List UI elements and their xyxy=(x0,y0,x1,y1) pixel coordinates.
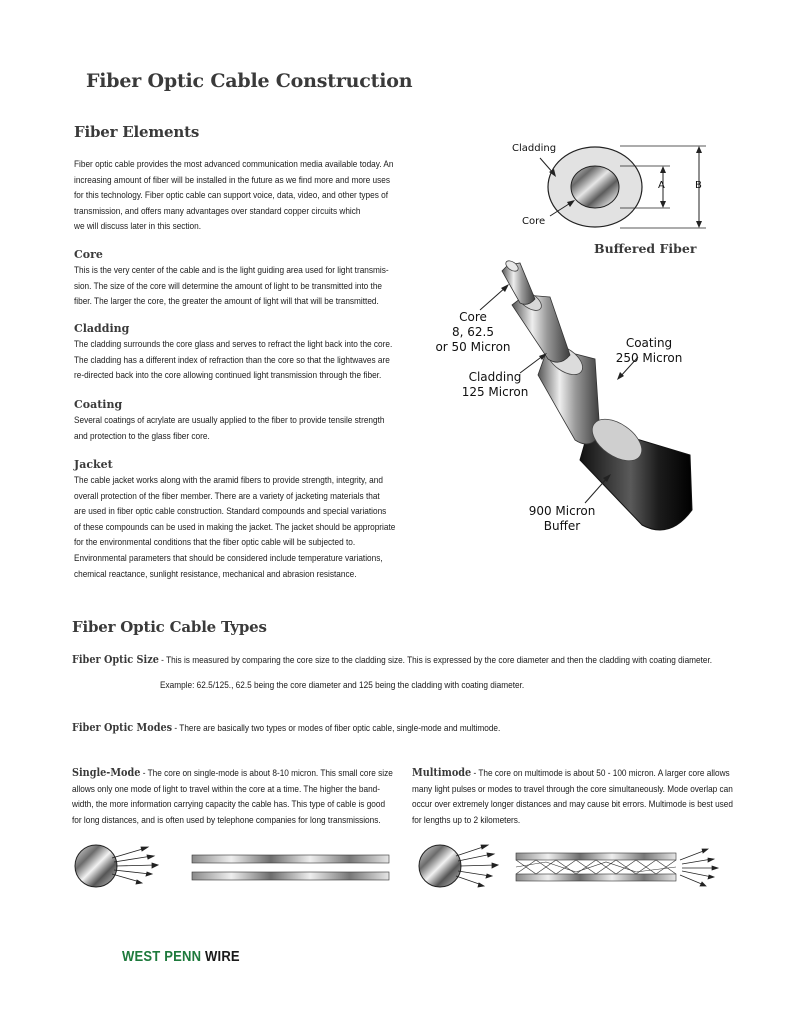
core-line: sion. The size of the core will determine the amount of light to be transmitted into the xyxy=(74,279,383,291)
single-mode-line: for long distances, and is often used by telephone companies for long transmissions. xyxy=(72,813,381,825)
cladding-label: Cladding xyxy=(512,143,557,154)
multimode-heading: Multimode xyxy=(412,766,472,779)
buffer-callout-line: Buffer xyxy=(543,519,581,533)
single-mode-line: width, the more information carrying capacity the cable has. This type of cable is good xyxy=(72,798,386,809)
cladding-callout-line: 125 Micron xyxy=(461,385,529,399)
intro-line: we will discuss later in this section. xyxy=(74,220,202,232)
multimode-line: for lengths up to 2 kilometers. xyxy=(412,813,521,825)
cladding-line: The cladding surrounds the core glass and serves to refract the light back into the core. xyxy=(74,338,393,349)
coating-line: and protection to the glass fiber core. xyxy=(74,429,210,441)
multimode-illustration xyxy=(416,838,736,898)
jacket-text xyxy=(74,472,395,581)
fiber-elements-heading: Fiber Elements xyxy=(74,123,200,141)
jacket-line: The cable jacket works along with the aramid fibers to provide strength, integrity, and xyxy=(74,474,383,485)
fiber-elements-intro xyxy=(74,156,393,234)
core-callout-line: Core xyxy=(459,310,487,324)
multimode-block xyxy=(412,764,733,827)
single-mode-fiber-bottom xyxy=(192,872,389,880)
fiber-optic-size-text: - This is measured by comparing the core size to the cladding size. This is expressed by the core diameter and then the cladding with coating diameter. xyxy=(158,654,713,665)
single-mode-core-ball xyxy=(75,845,117,887)
core-callout xyxy=(428,310,518,355)
fiber-optic-modes-row xyxy=(72,719,500,735)
coating-callout xyxy=(605,336,693,366)
multimode-fiber-top xyxy=(516,853,676,860)
core-line: fiber. The larger the core, the greater the amount of light will that will be transmitted. xyxy=(74,295,379,307)
single-mode-fiber-top xyxy=(192,855,389,863)
multimode-line: occur over extremely longer distances and may cause bit errors. Multimode is best used xyxy=(412,798,733,809)
fiber-optic-size-row xyxy=(72,651,712,667)
core-heading: Core xyxy=(74,248,103,261)
intro-line: for this technology. Fiber optic cable can support voice, data, video, and other types of xyxy=(74,189,388,201)
buffer-callout xyxy=(518,504,606,534)
intro-line: increasing amount of fiber will be installed in the future as we find more and more uses xyxy=(74,173,390,185)
jacket-line: chemical reactance, sunlight resistance, mechanical and abrasion resistance. xyxy=(74,567,357,579)
fiber-layers-diagram xyxy=(420,255,740,545)
multimode-line: - The core on multimode is about 50 - 100 micron. A larger core allows xyxy=(471,767,730,778)
single-mode-block xyxy=(72,764,393,827)
jacket-line: Environmental parameters that should be considered include temperature variations, xyxy=(74,551,383,563)
jacket-line: are used in fiber optic cable construction. Standard compounds and special variations xyxy=(74,505,387,517)
multimode-light-paths xyxy=(516,860,676,874)
cable-types-heading: Fiber Optic Cable Types xyxy=(72,618,267,636)
single-mode-illustration xyxy=(72,838,402,898)
dimension-b-label: B xyxy=(695,180,702,191)
fiber-optic-modes-heading: Fiber Optic Modes xyxy=(72,721,173,734)
core-line: This is the very center of the cable and is the light guiding area used for light transmis- xyxy=(74,264,389,275)
coating-text xyxy=(74,412,384,443)
single-mode-line: - The core on single-mode is about 8-10 micron. This small core size xyxy=(140,767,393,778)
core-disk xyxy=(571,166,619,208)
coating-heading: Coating xyxy=(74,398,123,411)
multimode-line: many light pulses or modes to travel through the core simultaneously. Mode overlap can xyxy=(412,782,733,794)
jacket-line: of these compounds can be used in making the jacket. The jacket should be appropriate xyxy=(74,520,396,532)
fiber-optic-modes-text: - There are basically two types or modes of fiber optic cable, single-mode and multimode. xyxy=(172,722,501,733)
jacket-line: overall protection of the fiber member. There are a variety of jacketing materials that xyxy=(74,489,380,501)
coating-callout-line: Coating xyxy=(625,336,673,350)
intro-line: transmission, and offers many advantages over standard copper circuits which xyxy=(74,204,361,216)
buffer-callout-line: 900 Micron xyxy=(528,504,596,518)
fiber-optic-size-heading: Fiber Optic Size xyxy=(72,653,159,666)
cladding-line: The cladding has a different index of refraction than the core so that the lightwaves are xyxy=(74,353,390,365)
dimension-a-label: A xyxy=(658,180,665,191)
jacket-line: for the environmental conditions that the fiber optic cable will be subjected to. xyxy=(74,536,356,548)
jacket-heading: Jacket xyxy=(74,458,113,471)
intro-line: Fiber optic cable provides the most advanced communication media available today. An xyxy=(74,158,394,169)
cladding-heading: Cladding xyxy=(74,322,130,335)
cladding-line: re-directed back into the core allowing continued light transmission through the fiber. xyxy=(74,369,382,381)
core-text xyxy=(74,262,389,309)
multimode-fiber-bottom xyxy=(516,874,676,881)
cladding-text xyxy=(74,336,392,383)
size-example xyxy=(160,676,524,692)
single-mode-heading: Single-Mode xyxy=(72,766,141,779)
coating-line: Several coatings of acrylate are usually applied to the fiber to provide tensile strength xyxy=(74,414,385,425)
brand-west-penn: WEST PENN xyxy=(122,949,202,965)
cladding-callout xyxy=(450,370,540,400)
core-callout-line: 8, 62.5 xyxy=(452,325,494,339)
single-mode-line: allows only one mode of light to travel within the core at a time. The higher the band- xyxy=(72,782,381,794)
page-title: Fiber Optic Cable Construction xyxy=(86,70,413,92)
core-callout-line: or 50 Micron xyxy=(435,340,511,354)
size-example-text: Example: 62.5/125., 62.5 being the core diameter and 125 being the cladding with coating diameter. xyxy=(160,679,525,690)
buffered-fiber-caption: Buffered Fiber xyxy=(594,241,697,256)
west-penn-wire-logo xyxy=(122,949,240,965)
brand-wire: WIRE xyxy=(205,949,240,965)
multimode-core-ball xyxy=(419,845,461,887)
coating-callout-line: 250 Micron xyxy=(615,351,683,365)
core-label: Core xyxy=(522,216,546,227)
cladding-callout-line: Cladding xyxy=(468,370,522,384)
